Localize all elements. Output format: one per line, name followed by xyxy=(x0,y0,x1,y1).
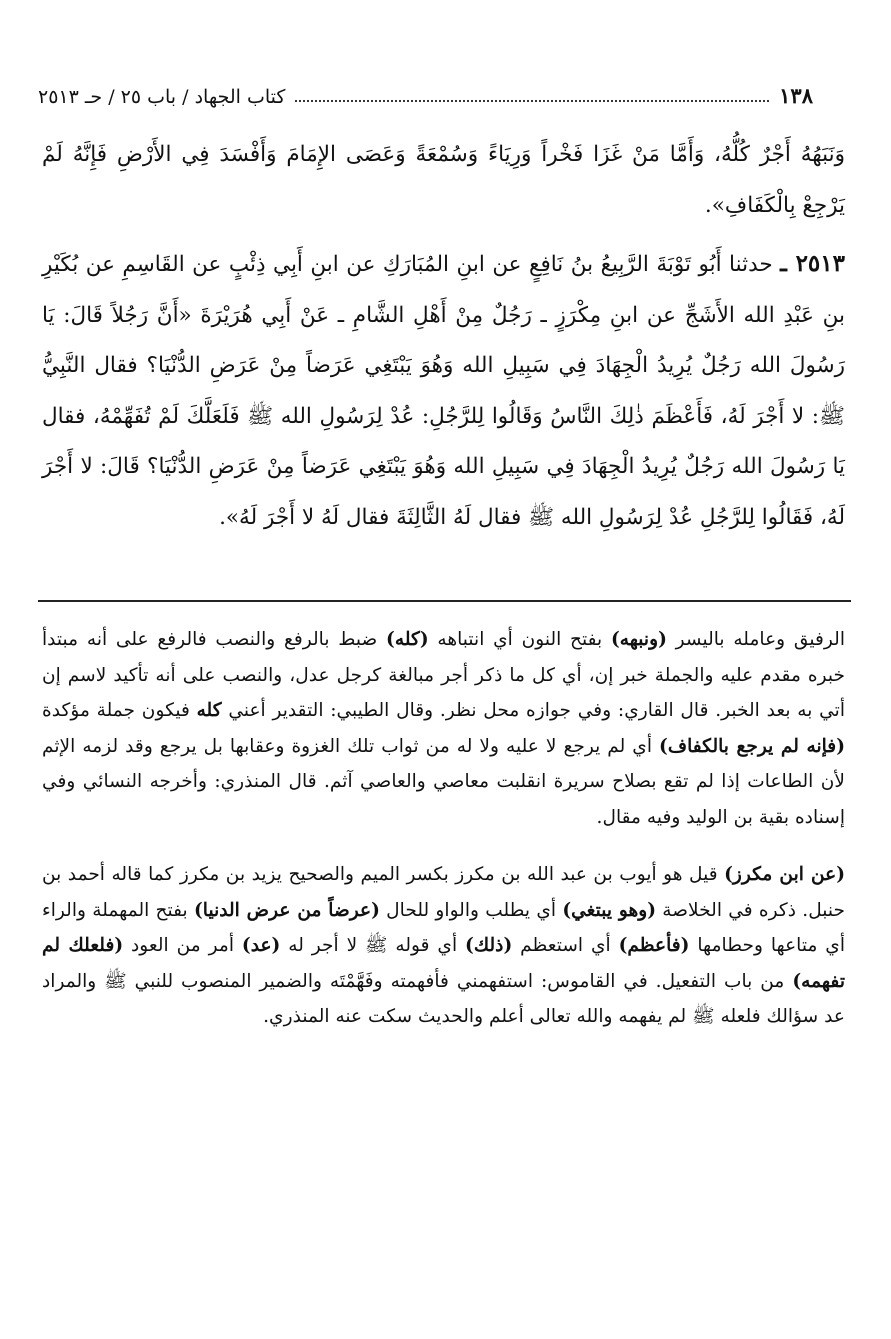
hadith-2513 xyxy=(42,239,845,543)
commentary-text: أي قوله ﷺ لا أجر له xyxy=(280,935,466,956)
hadith-continuation: وَنَبَهُهُ أَجْرٌ كُلُّهُ، وَأَمَّا مَنْ غَزَا فَخْراً وَرِيَاءً وَسُمْعَةً وَعَصَى الإِمَامَ وَأَفْسَدَ فِي الأَرْضِ فَإِنَّهُ لَمْ يَرْجِعْ بِالْكَفَافِ». xyxy=(42,142,845,218)
commentary-lemma: (عد) xyxy=(241,935,281,956)
commentary-text: فيكون جملة مؤكدة xyxy=(42,700,197,721)
commentary-paragraph-1 xyxy=(42,622,845,835)
commentary-lemma: (وهو يبتغي) xyxy=(562,899,657,921)
commentary-text: بفتح النون أي انتباهه xyxy=(428,629,611,650)
commentary-text: أي يطلب والواو للحال xyxy=(379,899,563,921)
commentary-lemma: (ونبهه) xyxy=(610,629,667,650)
commentary xyxy=(42,622,845,1035)
commentary-text: ضبط بالرفع والنصب فالرفع على أنه مبتدأ خبره مقدم عليه والجملة خبر إن، أي كل ما ذكر أجر مبالغة كرجل عدل، والنصب على أنه تأكيد لاسم إن أتي به بعد الخبر. قال القاري: وفي جوازه محل نظر. وقال الطيبي: التقدير أعني xyxy=(42,629,845,721)
hadith-number: ٢٥١٣ ـ xyxy=(780,250,845,277)
commentary-lemma: (فأعظم) xyxy=(618,935,690,956)
commentary-lemma: (فإنه لم يرجع بالكفاف) xyxy=(659,735,845,757)
commentary-text: الرفيق وعامله باليسر xyxy=(666,629,845,650)
commentary-lemma: (عرضاً من عرض الدنيا) xyxy=(194,899,380,921)
page-number: ١٣٨ xyxy=(779,83,813,108)
commentary-text: بفتح المهملة والراء أي متاعها وحطامها xyxy=(42,899,846,956)
commentary-text: أي استعظم xyxy=(512,935,619,956)
footnote-divider xyxy=(38,600,851,602)
commentary-paragraph-2 xyxy=(42,857,845,1035)
commentary-lemma: (كله) xyxy=(386,629,429,650)
hadith-text: حدثنا أَبُو تَوْبَةَ الرَّبِيعُ بنُ نَافِعٍ عن ابنِ المُبَارَكِ عن ابنِ أَبِي ذِئْبٍ عن القَاسِمِ عن بُكَيْرِ بنِ عَبْدِ الله الأَشَجِّ عن ابنِ مِكْرَزٍ ـ رَجُلٌ مِنْ أَهْلِ الشَّامِ ـ عَنْ أَبِي هُرَيْرَةَ «أَنَّ رَجُلاً قَالَ: يَا رَسُولَ الله رَجُلٌ يُرِيدُ الْجِهَادَ فِي سَبِيلِ الله وَهُوَ يَبْتَغِي عَرَضاً مِنْ عَرَضِ الدُّنْيَا؟ فقال النَّبِيُّ ﷺ: لا أَجْرَ لَهُ، فَأَعْظَمَ ذٰلِكَ النَّاسُ وَقَالُوا لِلرَّجُلِ: عُدْ لِرَسُولِ الله ﷺ فَلَعَلَّكَ لَمْ تُفَهِّمْهُ، فقال يَا رَسُولَ الله رَجُلٌ يُرِيدُ الْجِهَادَ فِي سَبِيلِ الله وَهُوَ يَبْتَغِي عَرَضاً مِنْ عَرَضِ الدُّنْيَا؟ قَالَ: لا أَجْرَ لَهُ، فَقَالُوا لِلرَّجُلِ عُدْ لِرَسُولِ الله ﷺ فقال لَهُ الثَّالِثَةَ فقال لَهُ لا أَجْرَ لَهُ». xyxy=(42,252,845,530)
main-text xyxy=(42,130,845,543)
commentary-text: أمر من العود xyxy=(123,935,242,956)
page-header xyxy=(38,78,813,108)
commentary-lemma: كله xyxy=(196,700,222,721)
header-dotted-leader xyxy=(295,100,769,102)
commentary-lemma: (عن ابن مكرز) xyxy=(724,864,845,885)
commentary-text: من باب التفعيل. في القاموس: استفهمني فأفهمته وفَهَّمْتَه والضمير المنصوب للنبي ﷺ والمراد عد سؤالك فلعله ﷺ لم يفهمه والله تعالى أعلم والحديث سكت عنه المنذري. xyxy=(42,970,845,1027)
running-title: كتاب الجهاد / باب ٢٥ / حـ ٢٥١٣ xyxy=(38,86,286,108)
commentary-text: قيل هو أيوب بن عبد الله بن مكرز بكسر الميم والصحيح يزيد بن مكرز كما قاله أحمد بن حنبل. ذكره في الخلاصة xyxy=(42,864,846,921)
commentary-lemma: (فلعلك لم تفهمه) xyxy=(42,935,845,992)
commentary-lemma: (ذلك) xyxy=(465,935,513,956)
commentary-text: أي لم يرجع لا عليه ولا له من ثواب تلك الغزوة وعقابها بل يرجع وقد لزمه الإثم لأن الطاعات إذا لم تقع بصلاح سريرة انقلبت معاصي والعاصي آثم. قال المنذري: وأخرجه النسائي وفي إسناده بقية بن الوليد وفيه مقال. xyxy=(42,735,845,828)
